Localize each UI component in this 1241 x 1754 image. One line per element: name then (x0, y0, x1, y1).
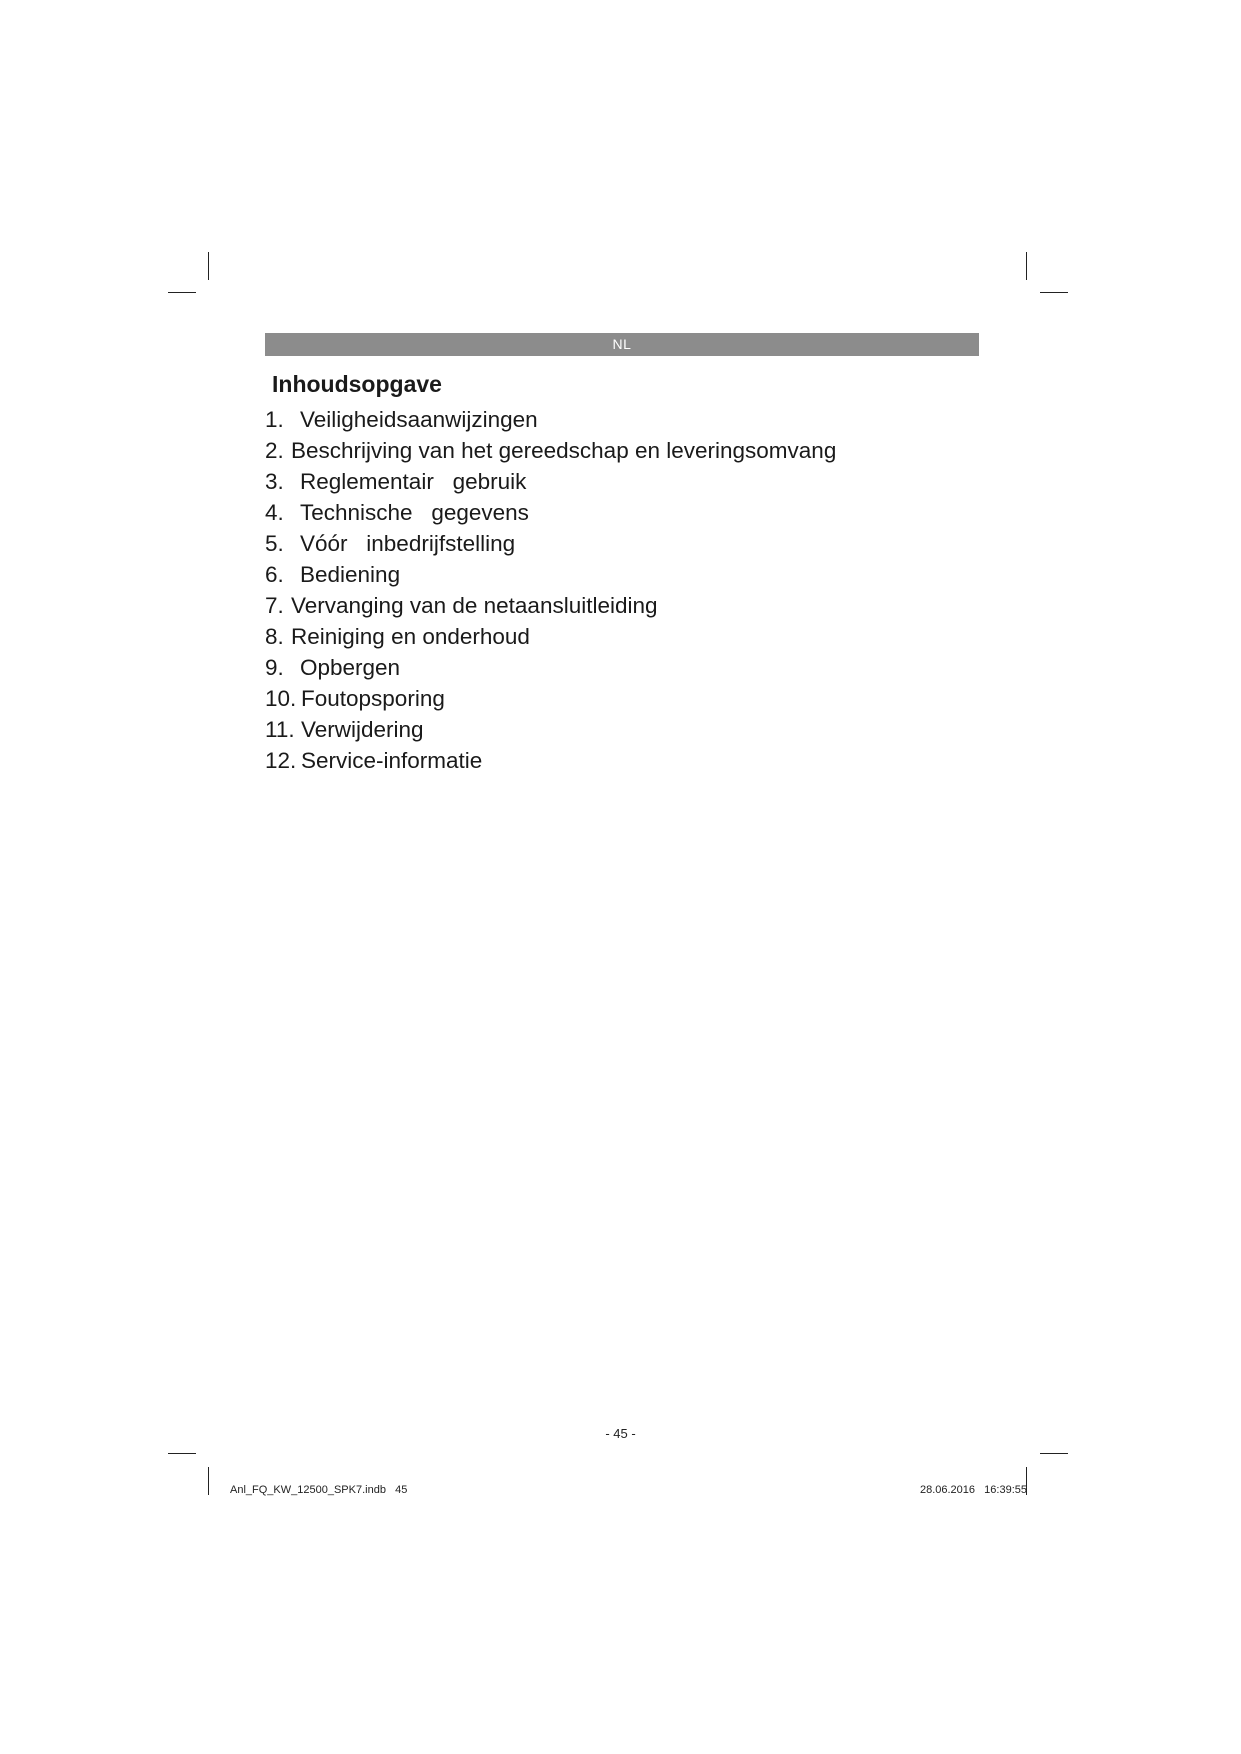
print-file-name: Anl_FQ_KW_12500_SPK7.indb 45 (230, 1484, 408, 1496)
toc-item-label: Reglementair gebruik (300, 469, 527, 494)
toc-item-label: Verwijdering (301, 717, 424, 742)
toc-item-5 (265, 528, 836, 559)
toc-item-number: 9. (265, 655, 284, 680)
toc-item-label: Vóór inbedrijfstelling (300, 531, 516, 556)
toc-item-number: 11. (265, 717, 295, 742)
crop-mark (168, 292, 196, 293)
toc-item-label: Bediening (300, 562, 401, 587)
print-timestamp: 28.06.2016 16:39:55 (919, 1484, 1027, 1496)
crop-mark (1026, 252, 1027, 280)
toc-item-label: Beschrijving van het gereedschap en leveringsomvang (291, 438, 837, 463)
toc-item-label: Service-informatie (301, 748, 483, 773)
toc-item-9 (265, 652, 836, 683)
toc-item-number: 10. (265, 686, 297, 711)
toc-item-12 (265, 745, 836, 776)
toc-item-number: 1. (265, 407, 284, 432)
toc-item-label: Foutopsporing (301, 686, 445, 711)
toc-item-label: Reiniging en onderhoud (291, 624, 530, 649)
crop-mark (208, 1467, 209, 1495)
toc-item-label: Technische gegevens (300, 500, 529, 525)
toc-item-6 (265, 559, 836, 590)
toc-item-label: Veiligheidsaanwijzingen (300, 407, 538, 432)
crop-mark (168, 1453, 196, 1454)
toc-item-label: Opbergen (300, 655, 401, 680)
toc-item-number: 2. (265, 438, 284, 463)
toc-item-10 (265, 683, 836, 714)
language-code: NL (612, 336, 632, 352)
toc-item-1 (265, 404, 836, 435)
toc-item-11 (265, 714, 836, 745)
toc-item-number: 6. (265, 562, 284, 587)
crop-mark (1040, 1453, 1068, 1454)
toc-item-number: 12. (265, 748, 297, 773)
crop-mark (208, 252, 209, 280)
language-bar (265, 333, 979, 356)
toc-item-7 (265, 590, 836, 621)
toc-item-number: 7. (265, 593, 284, 618)
toc-title: Inhoudsopgave (272, 371, 442, 397)
crop-mark (1040, 292, 1068, 293)
toc-item-number: 5. (265, 531, 284, 556)
toc-item-label: Vervanging van de netaansluitleiding (291, 593, 658, 618)
page-number: - 45 - (605, 1426, 636, 1441)
toc-item-number: 3. (265, 469, 284, 494)
toc-list (265, 404, 836, 776)
toc-item-8 (265, 621, 836, 652)
toc-item-number: 4. (265, 500, 284, 525)
toc-item-4 (265, 497, 836, 528)
toc-item-number: 8. (265, 624, 284, 649)
toc-item-2 (265, 435, 836, 466)
toc-item-3 (265, 466, 836, 497)
